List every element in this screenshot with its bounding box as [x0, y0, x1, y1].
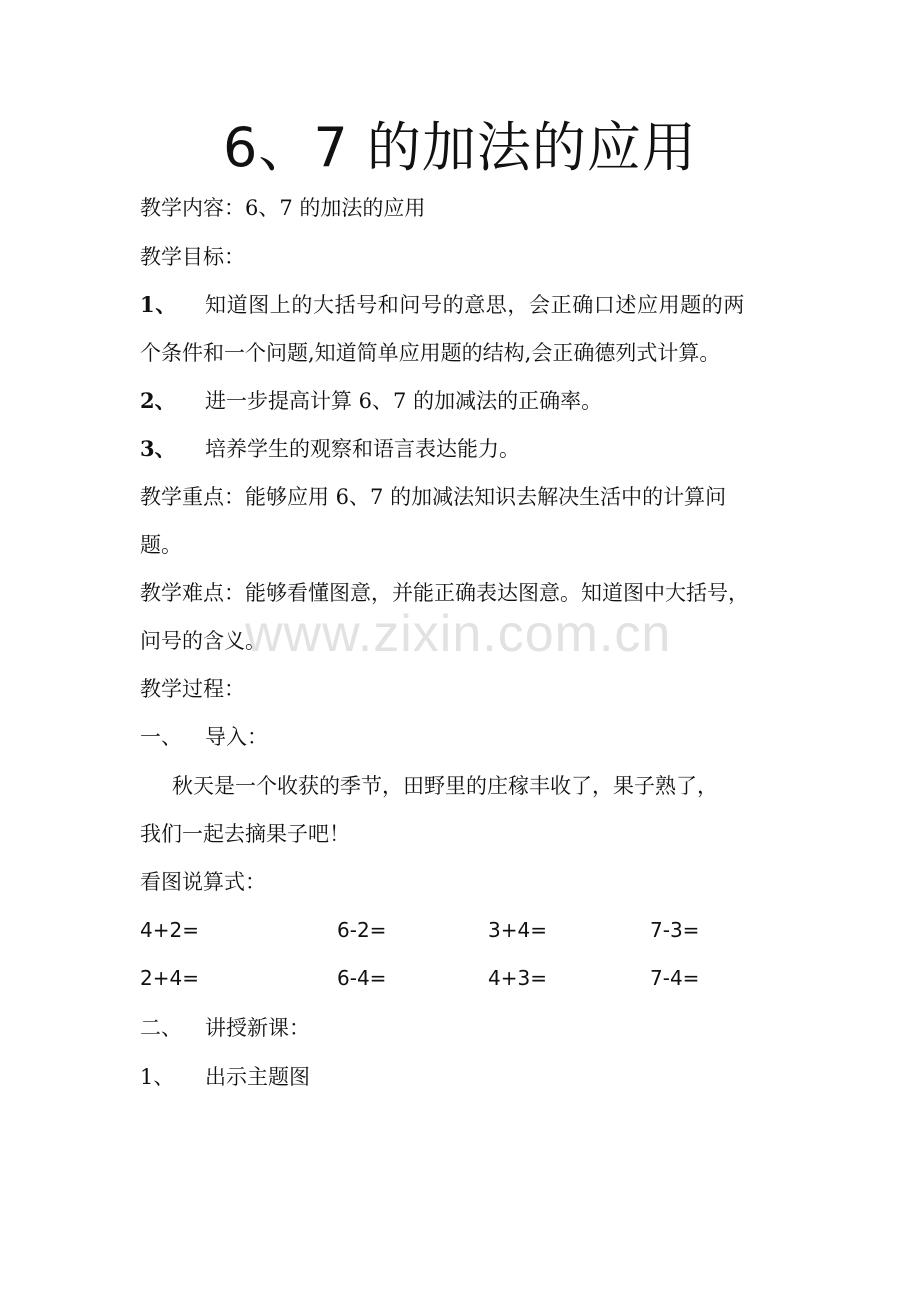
step-number: 1、	[140, 1065, 175, 1089]
process-heading: 教学过程：	[140, 677, 245, 701]
goal-number: 2、	[140, 388, 176, 413]
section-heading-2	[140, 1013, 310, 1043]
equation: 7-3=	[650, 918, 700, 942]
intro-paragraph-cont: 我们一起去摘果子吧！	[140, 822, 350, 846]
equation: 4+3=	[488, 966, 547, 990]
key-point-cont: 题。	[140, 533, 182, 557]
difficulty-line: 教学难点：能够看懂图意，并能正确表达图意。知道图中大括号，	[140, 581, 749, 605]
section-label: 导入：	[205, 725, 268, 749]
goals-heading: 教学目标：	[140, 245, 245, 269]
page-title: 6、7 的加法的应用	[223, 116, 697, 179]
step-label: 出示主题图	[205, 1065, 310, 1089]
watermark: www.zixin.com.cn	[245, 605, 672, 663]
step-item-1	[140, 1062, 310, 1092]
goal-item-3	[140, 434, 520, 464]
goal-number: 3、	[140, 436, 176, 461]
section-heading-1	[140, 722, 268, 752]
goal-number: 1、	[140, 292, 177, 317]
section-number: 一、	[140, 725, 182, 749]
equation: 7-4=	[650, 966, 700, 990]
goal-text: 培养学生的观察和语言表达能力。	[205, 437, 520, 461]
key-point-line: 教学重点：能够应用 6、7 的加减法知识去解决生活中的计算问	[140, 485, 727, 509]
section-number: 二、	[140, 1016, 182, 1040]
goal-item-1-cont: 个条件和一个问题,知道简单应用题的结构,会正确德列式计算。	[140, 341, 721, 365]
content-line: 教学内容：6、7 的加法的应用	[140, 196, 426, 220]
difficulty-cont: 问号的含义。	[140, 629, 266, 653]
goal-text: 进一步提高计算 6、7 的加减法的正确率。	[205, 389, 603, 413]
goal-item-1	[140, 290, 780, 320]
picture-prompt: 看图说算式：	[140, 870, 266, 894]
equation: 6-4=	[337, 966, 387, 990]
section-label: 讲授新课：	[205, 1016, 310, 1040]
equation: 3+4=	[488, 918, 547, 942]
equation: 4+2=	[140, 918, 199, 942]
equation: 2+4=	[140, 966, 199, 990]
goal-text: 知道图上的大括号和问号的意思，会正确口述应用题的两	[205, 293, 745, 317]
intro-paragraph: 秋天是一个收获的季节，田野里的庄稼丰收了，果子熟了，	[172, 774, 718, 798]
equation: 6-2=	[337, 918, 387, 942]
goal-item-2	[140, 386, 602, 416]
